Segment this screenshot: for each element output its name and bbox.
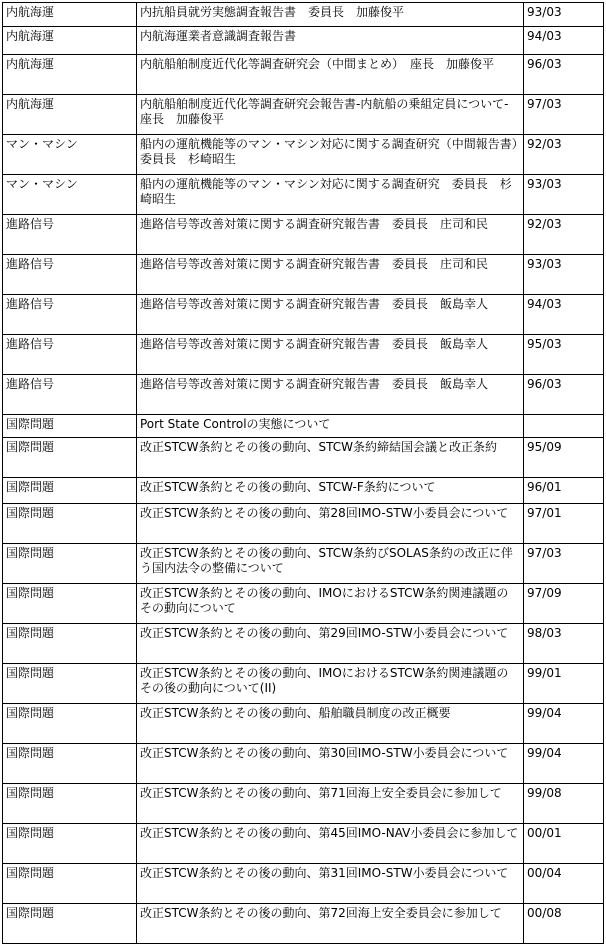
category-cell: 内航海運 (3, 3, 137, 27)
category-cell: 国際問題 (3, 544, 137, 584)
date-cell: 99/04 (524, 744, 604, 784)
date-cell: 95/03 (524, 335, 604, 375)
table-row (3, 27, 604, 55)
table-row (3, 784, 604, 824)
date-cell: 00/01 (524, 824, 604, 864)
category-cell: 国際問題 (3, 664, 137, 704)
category-cell: 国際問題 (3, 584, 137, 624)
category-cell: マン・マシン (3, 135, 137, 175)
title-cell: 内航船舶制度近代化等調査研究会（中間まとめ） 座長 加藤俊平 (137, 55, 524, 95)
table-row (3, 175, 604, 215)
title-cell: 改正STCW条約とその後の動向、船舶職員制度の改正概要 (137, 704, 524, 744)
date-cell: 96/01 (524, 478, 604, 504)
title-cell: 改正STCW条約とその後の動向、IMOにおけるSTCW条約関連議題のその動向について (137, 584, 524, 624)
category-cell: 内航海運 (3, 95, 137, 135)
date-cell: 95/09 (524, 438, 604, 478)
table-row (3, 375, 604, 415)
table-row (3, 584, 604, 624)
title-cell: 内抗船員就労実態調査報告書 委員長 加藤俊平 (137, 3, 524, 27)
date-cell: 92/03 (524, 215, 604, 255)
category-cell: 国際問題 (3, 824, 137, 864)
title-cell: 船内の運航機能等のマン・マシン対応に関する調査研究（中間報告書） 委員長 杉崎昭生 (137, 135, 524, 175)
table-row (3, 664, 604, 704)
date-cell: 93/03 (524, 255, 604, 295)
category-cell: 国際問題 (3, 478, 137, 504)
title-cell: 進路信号等改善対策に関する調査研究報告書 委員長 飯島幸人 (137, 375, 524, 415)
category-cell: 国際問題 (3, 504, 137, 544)
date-cell: 96/03 (524, 375, 604, 415)
table-row (3, 624, 604, 664)
category-cell: 進路信号 (3, 255, 137, 295)
table-row (3, 3, 604, 27)
title-cell: 内航船舶制度近代化等調査研究会報告書-内航船の乗組定員について- 座長 加藤俊平 (137, 95, 524, 135)
category-cell: 国際問題 (3, 438, 137, 478)
table-row (3, 135, 604, 175)
category-cell: 進路信号 (3, 215, 137, 255)
title-cell: 改正STCW条約とその後の動向、STCW-F条約について (137, 478, 524, 504)
title-cell: 進路信号等改善対策に関する調査研究報告書 委員長 庄司和民 (137, 215, 524, 255)
category-cell: マン・マシン (3, 175, 137, 215)
table-row (3, 295, 604, 335)
title-cell: 改正STCW条約とその後の動向、第31回IMO-STW小委員会について (137, 864, 524, 904)
table-row (3, 255, 604, 295)
date-cell: 97/01 (524, 504, 604, 544)
date-cell: 92/03 (524, 135, 604, 175)
date-cell: 94/03 (524, 27, 604, 55)
table-row (3, 55, 604, 95)
table-row (3, 824, 604, 864)
report-table-body (3, 3, 604, 944)
table-row (3, 704, 604, 744)
category-cell: 国際問題 (3, 704, 137, 744)
table-row (3, 744, 604, 784)
category-cell: 進路信号 (3, 375, 137, 415)
date-cell: 00/08 (524, 904, 604, 944)
category-cell: 進路信号 (3, 335, 137, 375)
title-cell: 進路信号等改善対策に関する調査研究報告書 委員長 飯島幸人 (137, 295, 524, 335)
title-cell: 改正STCW条約とその後の動向、第45回IMO-NAV小委員会に参加して (137, 824, 524, 864)
title-cell: 改正STCW条約とその後の動向、第29回IMO-STW小委員会について (137, 624, 524, 664)
table-row (3, 544, 604, 584)
title-cell: 改正STCW条約とその後の動向、第72回海上安全委員会に参加して (137, 904, 524, 944)
date-cell (524, 415, 604, 438)
date-cell: 96/03 (524, 55, 604, 95)
table-row (3, 904, 604, 944)
category-cell: 国際問題 (3, 744, 137, 784)
report-table (2, 2, 604, 944)
title-cell: 内航海運業者意識調査報告書 (137, 27, 524, 55)
table-row (3, 864, 604, 904)
table-row (3, 478, 604, 504)
date-cell: 00/04 (524, 864, 604, 904)
title-cell: 改正STCW条約とその後の動向、STCW条約びSOLAS条約の改正に伴う国内法令の整備について (137, 544, 524, 584)
title-cell: 改正STCW条約とその後の動向、STCW条約締結国会議と改正条約 (137, 438, 524, 478)
date-cell: 99/04 (524, 704, 604, 744)
title-cell: 改正STCW条約とその後の動向、第30回IMO-STW小委員会について (137, 744, 524, 784)
title-cell: 進路信号等改善対策に関する調査研究報告書 委員長 庄司和民 (137, 255, 524, 295)
date-cell: 93/03 (524, 3, 604, 27)
date-cell: 97/03 (524, 544, 604, 584)
table-row (3, 95, 604, 135)
title-cell: 船内の運航機能等のマン・マシン対応に関する調査研究 委員長 杉崎昭生 (137, 175, 524, 215)
category-cell: 国際問題 (3, 864, 137, 904)
date-cell: 94/03 (524, 295, 604, 335)
report-list (2, 2, 604, 944)
category-cell: 内航海運 (3, 27, 137, 55)
table-row (3, 504, 604, 544)
title-cell: 改正STCW条約とその後の動向、第71回海上安全委員会に参加して (137, 784, 524, 824)
date-cell: 97/03 (524, 95, 604, 135)
table-row (3, 438, 604, 478)
category-cell: 進路信号 (3, 295, 137, 335)
date-cell: 99/08 (524, 784, 604, 824)
date-cell: 98/03 (524, 624, 604, 664)
table-row (3, 215, 604, 255)
table-row (3, 335, 604, 375)
category-cell: 国際問題 (3, 624, 137, 664)
category-cell: 国際問題 (3, 415, 137, 438)
category-cell: 国際問題 (3, 784, 137, 824)
date-cell: 93/03 (524, 175, 604, 215)
title-cell: 進路信号等改善対策に関する調査研究報告書 委員長 飯島幸人 (137, 335, 524, 375)
title-cell: Port State Controlの実態について (137, 415, 524, 438)
title-cell: 改正STCW条約とその後の動向、第28回IMO-STW小委員会について (137, 504, 524, 544)
date-cell: 99/01 (524, 664, 604, 704)
category-cell: 国際問題 (3, 904, 137, 944)
title-cell: 改正STCW条約とその後の動向、IMOにおけるSTCW条約関連議題のその後の動向について(II) (137, 664, 524, 704)
date-cell: 97/09 (524, 584, 604, 624)
table-row (3, 415, 604, 438)
category-cell: 内航海運 (3, 55, 137, 95)
